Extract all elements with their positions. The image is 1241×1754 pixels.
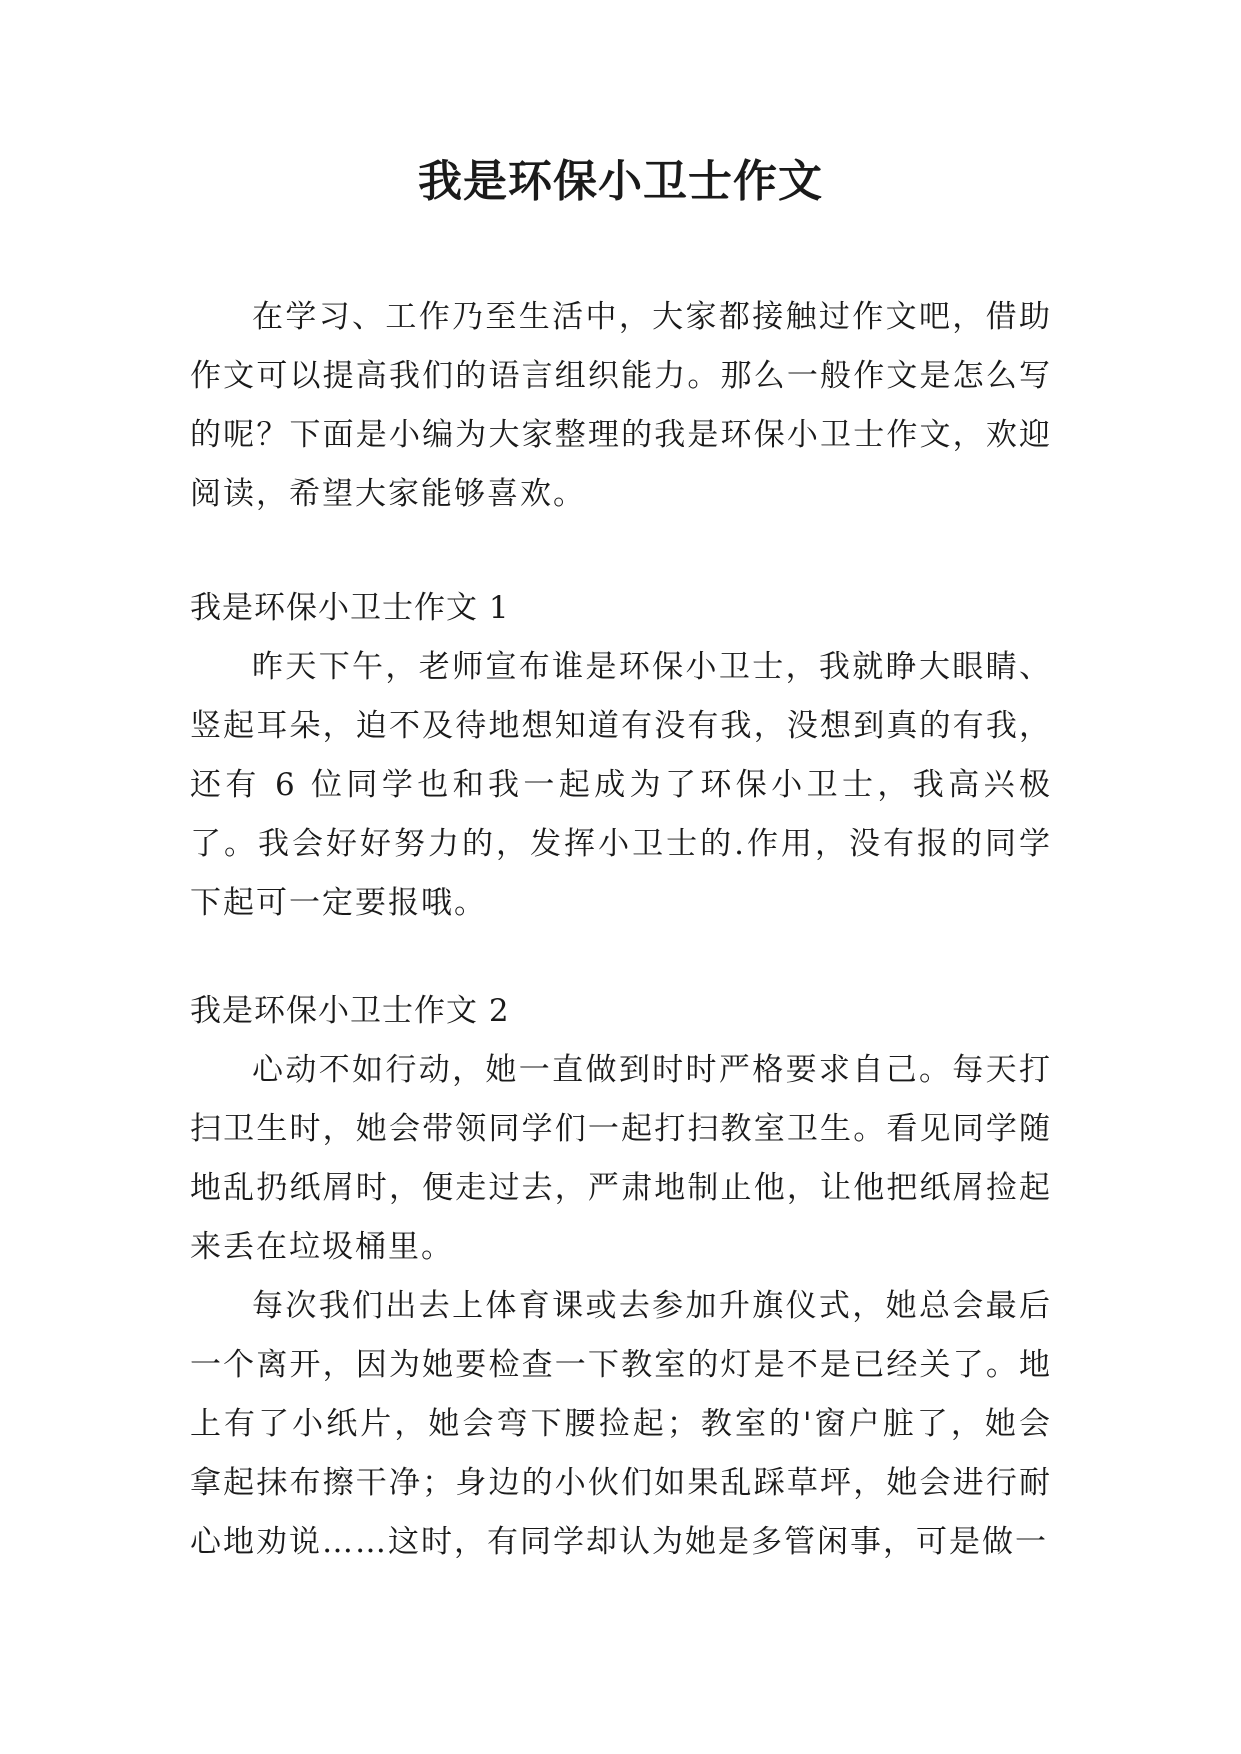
intro-paragraph: 在学习、工作乃至生活中，大家都接触过作文吧，借助作文可以提高我们的语言组织能力。那么一般作文是怎么写的呢？下面是小编为大家整理的我是环保小卫士作文，欢迎阅读，希望大家能够喜欢。	[190, 299, 1052, 512]
document-title: 我是环保小卫士作文	[418, 156, 823, 207]
section-paragraph: 心动不如行动，她一直做到时时严格要求自己。每天打扫卫生时，她会带领同学们一起打扫教室卫生。看见同学随地乱扔纸屑时，便走过去，严肃地制止他，让他把纸屑捡起来丢在垃圾桶里。	[190, 1052, 1052, 1265]
section-spacer	[190, 933, 1052, 982]
section-heading: 我是环保小卫士作文 1	[190, 590, 510, 626]
section-1	[190, 579, 1052, 933]
document-body	[190, 288, 1052, 1572]
section-heading: 我是环保小卫士作文 2	[190, 993, 510, 1029]
section-paragraph: 昨天下午，老师宣布谁是环保小卫士，我就睁大眼睛、竖起耳朵，迫不及待地想知道有没有我，没想到真的有我，还有 6 位同学也和我一起成为了环保小卫士，我高兴极了。我会好好努力的，发挥小卫士的.作用，没有报的同学下起可一定要报哦。	[190, 649, 1052, 921]
section-spacer	[190, 524, 1052, 579]
section-paragraph: 每次我们出去上体育课或去参加升旗仪式，她总会最后一个离开，因为她要检查一下教室的灯是不是已经关了。地上有了小纸片，她会弯下腰捡起；教室的'窗户脏了，她会拿起抹布擦干净；身边的小伙们如果乱踩草坪，她会进行耐心地劝说……这时，有同学却认为她是多管闲事，可是做一	[190, 1288, 1052, 1560]
section-2	[190, 982, 1052, 1572]
